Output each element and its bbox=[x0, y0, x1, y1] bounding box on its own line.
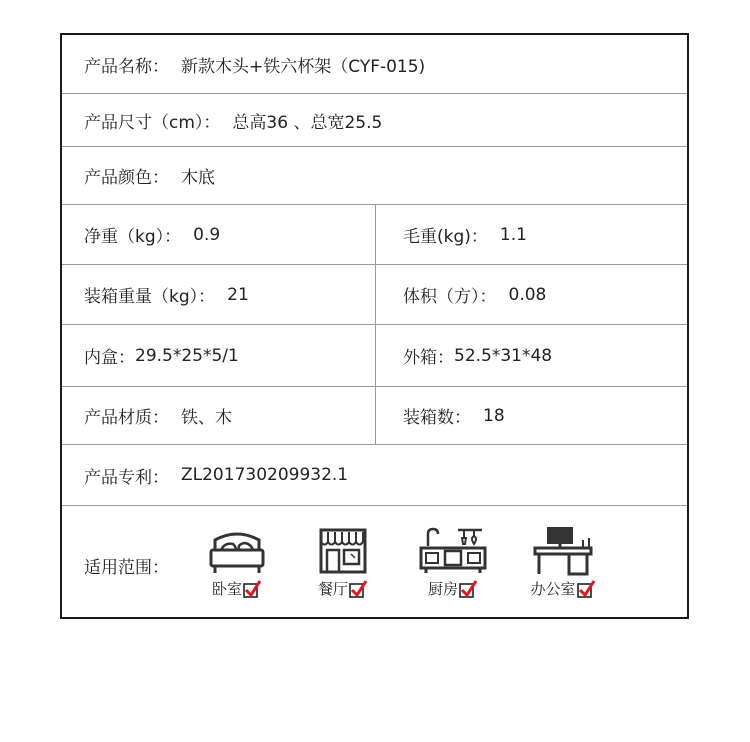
row-box-sizes bbox=[62, 325, 687, 387]
scene-restaurant bbox=[298, 526, 388, 599]
gross-weight-label: 毛重(kg)： bbox=[403, 227, 488, 247]
scene-kitchen bbox=[408, 526, 498, 599]
carton-weight-value: 21 bbox=[227, 284, 249, 305]
usage-label: 适用范围： bbox=[84, 558, 169, 578]
product-size-value: 总高36 、总宽25.5 bbox=[232, 112, 383, 133]
carton-qty-label: 装箱数： bbox=[403, 408, 471, 428]
bed-icon bbox=[205, 526, 269, 576]
gross-weight-value: 1.1 bbox=[499, 224, 527, 245]
row-product-color bbox=[62, 147, 687, 205]
product-name-value: 新款木头+铁六杯架（CYF-015) bbox=[181, 56, 426, 77]
scene-bedroom bbox=[192, 526, 282, 599]
product-color-label: 产品颜色： bbox=[84, 168, 169, 188]
patent-value: ZL201730209932.1 bbox=[181, 465, 349, 485]
patent-label: 产品专利： bbox=[84, 467, 169, 488]
row-product-name bbox=[62, 35, 687, 94]
outer-box-value: 52.5*31*48 bbox=[454, 345, 553, 366]
net-weight-label: 净重（kg）： bbox=[84, 227, 182, 247]
product-color-value: 木底 bbox=[181, 168, 215, 188]
row-product-size bbox=[62, 94, 687, 147]
checkbox-checked-icon bbox=[348, 579, 368, 599]
product-name-label: 产品名称： bbox=[84, 56, 169, 77]
restaurant-icon bbox=[311, 526, 375, 576]
scene-office-label: 办公室 bbox=[530, 580, 576, 598]
row-material-qty bbox=[62, 387, 687, 445]
row-carton-volume bbox=[62, 265, 687, 325]
scene-bedroom-label: 卧室 bbox=[211, 580, 242, 598]
material-value: 铁、木 bbox=[181, 408, 232, 428]
material-label: 产品材质： bbox=[84, 408, 169, 428]
inner-box-label: 内盒： bbox=[84, 348, 135, 368]
volume-value: 0.08 bbox=[508, 284, 547, 305]
checkbox-checked-icon bbox=[458, 579, 478, 599]
net-weight-value: 0.9 bbox=[193, 224, 221, 245]
office-desk-icon bbox=[531, 526, 595, 576]
carton-qty-value: 18 bbox=[483, 405, 505, 426]
outer-box-label: 外箱： bbox=[403, 348, 454, 368]
row-patent bbox=[62, 445, 687, 506]
inner-box-value: 29.5*25*5/1 bbox=[135, 345, 239, 366]
scene-office bbox=[518, 526, 608, 599]
row-usage bbox=[62, 506, 687, 619]
kitchen-icon bbox=[418, 526, 488, 576]
product-spec-table bbox=[60, 33, 689, 619]
checkbox-checked-icon bbox=[576, 579, 596, 599]
checkbox-checked-icon bbox=[242, 579, 262, 599]
product-size-label: 产品尺寸（cm）： bbox=[84, 112, 221, 133]
scene-kitchen-label: 厨房 bbox=[427, 580, 458, 598]
volume-label: 体积（方）： bbox=[403, 287, 497, 307]
scene-restaurant-label: 餐厅 bbox=[317, 580, 348, 598]
carton-weight-label: 装箱重量（kg）： bbox=[84, 287, 216, 307]
row-weights bbox=[62, 205, 687, 265]
